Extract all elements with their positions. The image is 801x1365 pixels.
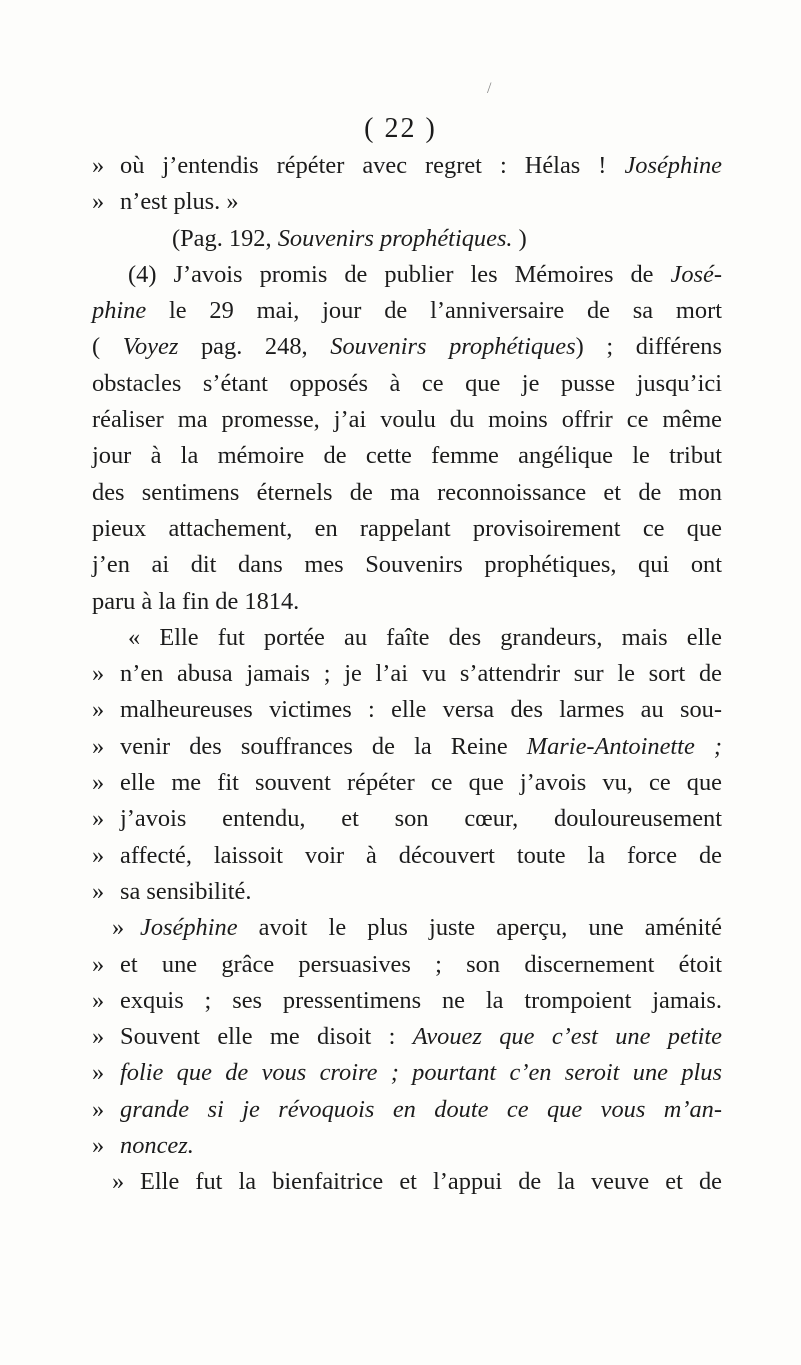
text-line: obstacles s’étant opposés à ce que je pusse jusqu’ici xyxy=(92,369,722,397)
text-line: paru à la fin de 1814. xyxy=(92,587,300,615)
quote-mark: » xyxy=(92,877,105,905)
quote-mark: » xyxy=(92,188,105,216)
quote-mark: » xyxy=(92,1023,105,1051)
text-line: jour à la mémoire de cette femme angélique le tribut xyxy=(92,442,722,470)
text-line: » elle me fit souvent répéter ce que j’avois vu, ce que xyxy=(92,765,722,801)
quote-mark: » xyxy=(92,732,105,760)
quote-mark: » xyxy=(92,696,105,724)
quote-mark: » xyxy=(92,1095,105,1123)
text-line: ( Voyez pag. 248, Souvenirs prophétiques) ; différens xyxy=(92,333,722,361)
quotation-start: « Elle fut portée au faîte des grandeurs, mais elle xyxy=(128,623,722,651)
quote-mark: » xyxy=(92,986,105,1014)
text-line: » venir des souffrances de la Reine Marie-Antoinette ; xyxy=(92,729,722,765)
quote-mark: » xyxy=(92,841,105,869)
text-line: » j’avois entendu, et son cœur, douloureusement xyxy=(92,801,722,837)
text-line: » affecté, laissoit voir à découvert toute la force de xyxy=(92,838,722,874)
text-line: » Souvent elle me disoit : Avouez que c’est une petite xyxy=(92,1019,722,1055)
quote-mark: » xyxy=(92,660,105,688)
body-text xyxy=(92,148,722,1201)
text-line: » noncez. xyxy=(92,1128,722,1164)
citation-line: (Pag. 192, Souvenirs prophétiques. ) xyxy=(172,224,527,252)
page-number: ( 22 ) xyxy=(364,113,437,144)
text-line: pieux attachement, en rappelant provisoirement ce que xyxy=(92,514,722,542)
text-line: des sentimens éternels de ma reconnoissance et de mon xyxy=(92,478,722,506)
text-line: » sa sensibilité. xyxy=(92,874,722,910)
text-line: phine le 29 mai, jour de l’anniversaire de sa mort xyxy=(92,297,722,325)
quote-mark: » xyxy=(92,152,105,179)
quote-mark: » xyxy=(92,950,105,978)
text-line: » Elle fut la bienfaitrice et l’appui de la veuve et de xyxy=(92,1164,722,1200)
quote-mark: » xyxy=(92,805,105,833)
text-line: » et une grâce persuasives ; son discernement étoit xyxy=(92,947,722,983)
text-line: » grande si je révoquois en doute ce que vous m’an- xyxy=(92,1092,722,1128)
quote-mark: » xyxy=(112,1168,125,1196)
quote-mark: » xyxy=(92,1059,105,1087)
text-line: » exquis ; ses pressentimens ne la trompoient jamais. xyxy=(92,983,722,1019)
text-line: » où j’entendis répéter avec regret : Hélas ! Joséphine xyxy=(92,148,722,184)
text-line: » folie que de vous croire ; pourtant c’en seroit une plus xyxy=(92,1055,722,1091)
text-line: réaliser ma promesse, j’ai voulu du moins offrir ce même xyxy=(92,406,722,434)
quote-mark: » xyxy=(92,1132,105,1160)
text-line: » n’est plus. » xyxy=(92,184,722,220)
stray-mark: / xyxy=(487,80,492,97)
text-line: » Joséphine avoit le plus juste aperçu, une aménité xyxy=(92,910,722,946)
footnote-start: (4) J’avois promis de publier les Mémoires de José- xyxy=(128,260,722,288)
text-line: » malheureuses victimes : elle versa des larmes au sou- xyxy=(92,692,722,728)
quote-mark: » xyxy=(92,769,105,797)
quote-mark: » xyxy=(112,914,125,942)
text-line: » n’en abusa jamais ; je l’ai vu s’attendrir sur le sort de xyxy=(92,656,722,692)
text-line: j’en ai dit dans mes Souvenirs prophétiques, qui ont xyxy=(92,551,722,579)
